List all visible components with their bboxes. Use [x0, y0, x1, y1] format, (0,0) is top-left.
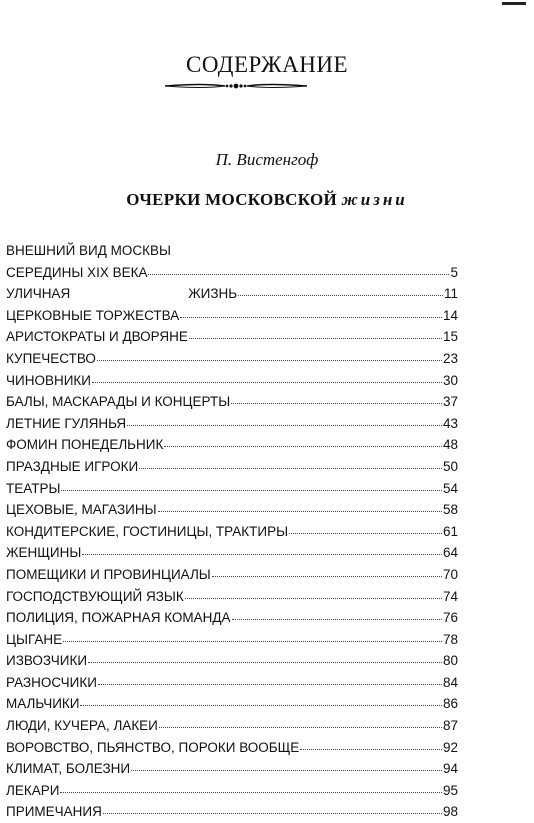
toc-entry-page: 86 — [442, 696, 458, 712]
toc-entry-title: БАЛЫ, МАСКАРАДЫ И КОНЦЕРТЫ — [6, 394, 231, 410]
dot-leader — [88, 661, 442, 663]
toc-entry-page: 48 — [442, 437, 458, 453]
toc-entry-title: МАЛЬЧИКИ — [6, 696, 80, 712]
toc-entry-street — [6, 283, 458, 305]
toc-entry-title: КОНДИТЕРСКИЕ, ГОСТИНИЦЫ, ТРАКТИРЫ — [6, 523, 289, 539]
dot-leader — [148, 273, 449, 275]
toc-entry-page: 92 — [442, 739, 458, 755]
toc-entry — [6, 542, 458, 564]
toc-entry — [6, 780, 458, 802]
toc-entry — [6, 456, 458, 478]
dot-leader — [300, 748, 442, 750]
toc-entry-title: ПРАЗДНЫЕ ИГРОКИ — [6, 458, 139, 474]
dot-leader — [80, 704, 441, 706]
toc-entry-page: 70 — [442, 566, 458, 582]
toc-entry-title: ЛЮДИ, КУЧЕРА, ЛАКЕИ — [6, 718, 158, 734]
toc-entry — [6, 629, 458, 651]
toc-entry-title: ПРИМЕЧАНИЯ — [6, 804, 102, 820]
toc-entry-title: ТЕАТРЫ — [6, 480, 61, 496]
toc-entry — [6, 413, 458, 435]
dot-leader — [63, 640, 442, 642]
dot-leader — [103, 812, 442, 814]
toc-entry — [6, 305, 458, 327]
toc-entry — [6, 521, 458, 543]
toc-entry-first-line1 — [6, 240, 458, 262]
toc-entry-title: КЛИМАТ, БОЛЕЗНИ — [6, 761, 131, 777]
dot-leader — [139, 467, 442, 469]
toc-entry-page: 14 — [442, 307, 458, 323]
toc-entry-page: 23 — [442, 350, 458, 366]
toc-entry — [6, 693, 458, 715]
toc-street-word2: ЖИЗНЬ — [188, 286, 238, 302]
toc-entry-page: 95 — [442, 782, 458, 798]
table-of-contents — [6, 240, 458, 823]
toc-entry — [6, 715, 458, 737]
ornament-divider — [163, 81, 309, 91]
dot-leader — [82, 553, 442, 555]
toc-entry-page: 58 — [442, 502, 458, 518]
toc-entry-title — [6, 283, 237, 305]
toc-entry-title: ВОРОВСТВО, ПЬЯНСТВО, ПОРОКИ ВООБЩЕ — [6, 739, 300, 755]
toc-entry — [6, 737, 458, 759]
toc-entry-page: 78 — [442, 631, 458, 647]
dot-leader — [158, 510, 442, 512]
toc-entry-page: 61 — [442, 523, 458, 539]
toc-entry-title: ЛЕКАРИ — [6, 782, 60, 798]
toc-entry — [6, 348, 458, 370]
toc-entry-title: ЛЕТНИЕ ГУЛЯНЬЯ — [6, 415, 127, 431]
toc-entry — [6, 326, 458, 348]
dot-leader — [289, 532, 442, 534]
toc-entry-title: КУПЕЧЕСТВО — [6, 350, 96, 366]
dot-leader — [92, 381, 442, 383]
toc-entry-title: ВНЕШНИЙ ВИД МОСКВЫ — [6, 243, 171, 258]
toc-entry-page: 80 — [442, 653, 458, 669]
toc-entry-title: ФОМИН ПОНЕДЕЛЬНИК — [6, 437, 164, 453]
toc-entry-title: ЖЕНЩИНЫ — [6, 545, 82, 561]
toc-entry — [6, 607, 458, 629]
book-title-main: ОЧЕРКИ МОСКОВСКОЙ — [126, 190, 337, 209]
toc-entry-title: ЦЕХОВЫЕ, МАГАЗИНЫ — [6, 502, 157, 518]
toc-entry-title: ПОЛИЦИЯ, ПОЖАРНАЯ КОМАНДА — [6, 610, 231, 626]
toc-entry-title: ЧИНОВНИКИ — [6, 372, 91, 388]
toc-entry-page: 74 — [442, 588, 458, 604]
dot-leader — [164, 445, 442, 447]
toc-entry-page: 5 — [450, 264, 458, 280]
toc-entry — [6, 370, 458, 392]
toc-entry — [6, 478, 458, 500]
dot-leader — [60, 791, 442, 793]
toc-entry-page: 94 — [442, 761, 458, 777]
dot-leader — [180, 316, 442, 318]
toc-entry-page: 37 — [442, 394, 458, 410]
toc-entry — [6, 434, 458, 456]
toc-entry-title: АРИСТОКРАТЫ И ДВОРЯНЕ — [6, 329, 188, 345]
toc-entry — [6, 564, 458, 586]
author-name: П. Вистенгоф — [215, 150, 319, 169]
dot-leader — [131, 769, 442, 771]
toc-entry-title: СЕРЕДИНЫ XIX ВЕКА — [6, 264, 148, 280]
toc-entry-page: 15 — [442, 329, 458, 345]
toc-entry — [6, 758, 458, 780]
toc-entry — [6, 586, 458, 608]
dot-leader — [185, 597, 442, 599]
toc-entry-page: 43 — [442, 415, 458, 431]
toc-street-word1: УЛИЧНАЯ — [6, 286, 71, 302]
toc-entry-page: 30 — [442, 372, 458, 388]
toc-entry-page: 98 — [442, 804, 458, 820]
dot-leader — [98, 683, 442, 685]
dot-leader — [189, 337, 442, 339]
dot-leader — [159, 726, 442, 728]
toc-entry-title: ЦЕРКОВНЫЕ ТОРЖЕСТВА — [6, 307, 180, 323]
page-corner-mark — [502, 2, 526, 5]
book-title-spaced: жизни — [341, 190, 408, 209]
toc-entry — [6, 672, 458, 694]
dot-leader — [231, 402, 442, 404]
toc-entry-page: 64 — [442, 545, 458, 561]
toc-entry-page: 76 — [442, 610, 458, 626]
toc-entry — [6, 499, 458, 521]
toc-entry-page: 50 — [442, 458, 458, 474]
toc-entry-page: 87 — [442, 718, 458, 734]
toc-entry — [6, 801, 458, 823]
dot-leader — [232, 618, 442, 620]
book-title — [0, 190, 534, 210]
dot-leader — [127, 424, 442, 426]
toc-entry-page: 54 — [442, 480, 458, 496]
toc-entry-page: 84 — [442, 674, 458, 690]
toc-entry-page: 11 — [443, 286, 458, 302]
toc-entry-title: ЦЫГАНЕ — [6, 631, 63, 647]
toc-entry-title: РАЗНОСЧИКИ — [6, 674, 97, 690]
toc-entry-first-line2 — [6, 262, 458, 284]
dot-leader — [61, 489, 442, 491]
toc-entry-list — [6, 305, 458, 823]
dot-leader — [97, 359, 442, 361]
dot-leader — [212, 575, 442, 577]
toc-entry-title: ПОМЕЩИКИ И ПРОВИНЦИАЛЫ — [6, 566, 211, 582]
page-heading: СОДЕРЖАНИЕ — [185, 52, 348, 77]
dot-leader — [238, 294, 443, 296]
toc-entry — [6, 391, 458, 413]
toc-entry-title: ИЗВОЗЧИКИ — [6, 653, 88, 669]
toc-entry-title: ГОСПОДСТВУЮЩИЙ ЯЗЫК — [6, 588, 184, 604]
toc-entry — [6, 650, 458, 672]
